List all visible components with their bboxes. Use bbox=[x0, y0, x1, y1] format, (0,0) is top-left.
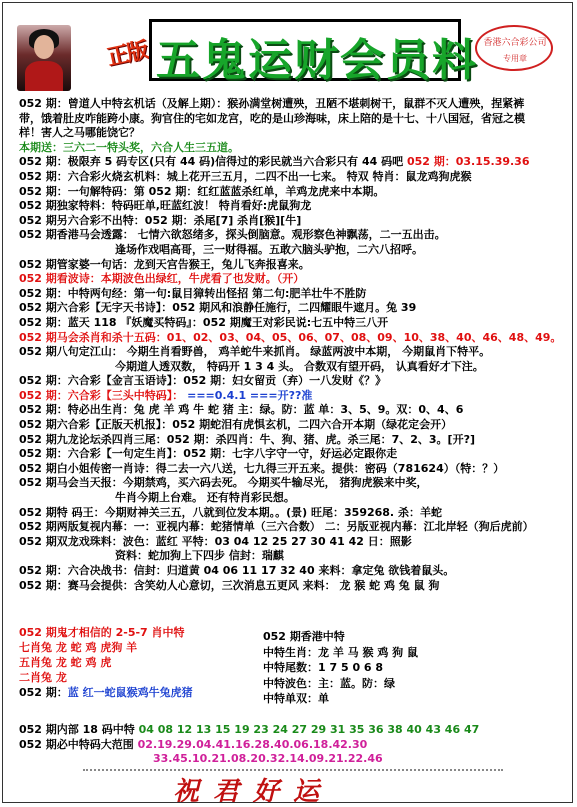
hk-row-label: 中特单双： bbox=[263, 692, 318, 706]
tip-text: 带，饿着肚皮咋能跨小康。狗官住的宅如龙宫，吃的是山珍海味，床上陪的是十七、十八国冠，省冠之模 bbox=[19, 111, 525, 125]
tip-line bbox=[19, 199, 571, 214]
tip-text: 逢场作戏唱高哥，三一财得福。五敢六脑头驴抱，二六八招呼。 bbox=[115, 242, 423, 256]
tip-text: 六合彩【一句定生肖】：052 期：七字八字守一守，好运必定跟你走 bbox=[67, 447, 398, 461]
tip-period: 052 期： bbox=[19, 315, 68, 329]
tip-period: 052 期 bbox=[19, 534, 57, 548]
tip-line bbox=[19, 126, 571, 141]
tip-period: 052 期 bbox=[19, 505, 57, 519]
tip-line bbox=[19, 506, 571, 521]
range-codes bbox=[3, 738, 572, 753]
seal-bottom-text: 专用章 bbox=[503, 54, 527, 63]
tip-text: 资料：蛇加狗上下四步 信封：瑞麒 bbox=[115, 549, 284, 563]
inner-18-values: 04 08 12 13 15 19 23 24 27 29 31 35 36 38 40 43 46 47 bbox=[138, 723, 480, 736]
tip-text: 香港马会透露： 七情六欲怒绪多，探头倒脑意。观形察色神飘荡，二一五出击。 bbox=[56, 228, 446, 242]
tip-period: 052 期 bbox=[19, 432, 57, 446]
seal-top-text: 香港六合彩公司 bbox=[483, 38, 547, 48]
tip-period: 052 期： bbox=[19, 447, 68, 461]
tip-text: 本期送：三六二一特头奖，六合人生三五道。 bbox=[19, 140, 239, 154]
tip-line bbox=[19, 374, 571, 389]
tip-period: 052 期 bbox=[19, 257, 57, 271]
tip-line bbox=[19, 389, 571, 404]
zodiac-row: 五肖兔 龙 蛇 鸡 虎 bbox=[19, 656, 112, 669]
tip-line bbox=[19, 112, 571, 127]
tip-period: 052 期 bbox=[19, 345, 57, 359]
tip-line bbox=[19, 228, 571, 243]
tip-text: 六合彩【正版天机报】：052 期蛇泪有虎惧玄机，二四六合开本期（绿花定会开） bbox=[56, 418, 453, 432]
tip-text: 九龙论坛杀四肖三尾：052 期：杀四肖：牛、狗、猪、虎。杀三尾：7、2、3。[开?] bbox=[56, 432, 475, 446]
hk-row-label: 中特波色： bbox=[263, 676, 318, 690]
tip-line bbox=[19, 316, 571, 331]
tip-period: 052 期 bbox=[19, 418, 57, 432]
tip-text: 六合决战书：信封：归道黄 04 06 11 17 32 40 来料：拿定兔 欲钱着鼠头。 bbox=[67, 564, 455, 577]
header bbox=[3, 3, 572, 99]
tip-line bbox=[19, 155, 571, 170]
range-values-2: 33.45.10.21.08.20.32.14.09.21.22.46 bbox=[153, 752, 383, 766]
tip-line bbox=[19, 243, 571, 258]
tip-line bbox=[19, 579, 571, 594]
tip-line bbox=[19, 97, 571, 112]
tip-text: 六合彩【金言玉语诗】：052 期：妇女留贡（弃）一八发财《？》 bbox=[67, 374, 387, 388]
tip-text: 双龙戏珠料：波色：蓝红 平特：03 04 12 25 27 30 41 42 日：照影 bbox=[56, 534, 412, 548]
hk-row bbox=[263, 691, 563, 707]
tip-line bbox=[19, 549, 571, 564]
tip-code: ===0.4.1 ===开??准 bbox=[183, 388, 313, 402]
tip-period: 052 期： bbox=[19, 155, 68, 169]
tip-line bbox=[19, 447, 571, 462]
tip-text: 极限弃 5 码专区(只有 44 码)信得过的彩民就当六合彩只有 44 码吧 bbox=[67, 155, 407, 169]
hk-row-value: 单 bbox=[318, 692, 329, 706]
tip-period: 052 期 bbox=[19, 461, 57, 475]
tip-text: 特 码王：今期财神关三五，八就到位发本期。。(景) 旺尾：359268. 杀：羊蛇 bbox=[56, 505, 442, 519]
title-banner bbox=[149, 19, 478, 86]
tip-line bbox=[19, 564, 571, 579]
tip-numbers: 052 期：03.15.39.36 bbox=[406, 155, 530, 169]
tip-text: 一句解特码：第 052 期：红红蓝蓝杀红单，羊鸡龙虎来中本期。 bbox=[67, 184, 385, 198]
tip-period: 052 期 bbox=[19, 199, 57, 213]
tip-period: 052 期： bbox=[19, 97, 68, 110]
tip-line bbox=[19, 170, 571, 185]
tip-highlight: 『妖魔买特码』 bbox=[120, 315, 192, 329]
tip-period: 052 期 bbox=[19, 272, 57, 286]
range-values-1: 02.19.29.04.41.16.28.40.06.18.42.30 bbox=[137, 737, 368, 751]
tips-list bbox=[19, 97, 571, 593]
tip-text: 管家婆一句话：龙到天宫告猴王，兔儿飞奔报喜来。 bbox=[56, 257, 310, 271]
zodiac-box bbox=[19, 625, 571, 713]
closing-wish: 祝君好运 bbox=[173, 777, 334, 803]
tip-text: 样！害人之马哪能饶它？ bbox=[19, 126, 140, 140]
tip-period: 052 期： bbox=[19, 374, 68, 388]
tip-period: 052 期 bbox=[19, 476, 57, 490]
tip-text: 两版复视内幕：一：亚视内幕：蛇猪情单（三六合数） 二：另版亚视内幕：江北岸轻（狗后虎前） bbox=[56, 520, 534, 534]
tip-text: 今期道人透双数， 特码开 1 3 4 头。 合数双有望开码， 认真看好才下注。 bbox=[115, 359, 484, 373]
hk-row bbox=[263, 660, 563, 676]
tip-period: 052 期： bbox=[19, 286, 68, 300]
tip-line bbox=[19, 360, 571, 375]
zodiac-left bbox=[19, 625, 259, 700]
tip-line bbox=[19, 141, 571, 156]
tip-text: 特必出生肖：兔 虎 羊 鸡 牛 蛇 猪 主：绿。防：蓝 单：3、5、9。双：0、4、6 bbox=[67, 403, 464, 417]
tip-line bbox=[19, 214, 571, 229]
tip-text: 独家特料：特码旺单,旺蓝红波！ 特肖看好:虎鼠狗龙 bbox=[56, 199, 312, 213]
color-line bbox=[19, 685, 259, 700]
tip-text: 八句定江山： 今期生肖看野兽， 鸡羊蛇牛来抓肖。 绿蓝两波中本期， 今期鼠肖下特平。 bbox=[56, 345, 491, 359]
range-label: 052 期必中特码大范围 bbox=[19, 737, 134, 751]
tip-period: 052 期： bbox=[19, 388, 68, 402]
tip-text: 蓝天 118 bbox=[67, 315, 121, 329]
tip-period: 052 期马会杀肖和杀十五码 bbox=[19, 330, 156, 344]
hk-row-value: 龙 羊 马 猴 鸡 狗 鼠 bbox=[318, 645, 418, 659]
tip-line bbox=[19, 418, 571, 433]
page-title: 五鬼运财会员料 bbox=[156, 35, 478, 86]
hk-row bbox=[263, 676, 563, 692]
hk-row-value: 主：蓝。防：绿 bbox=[318, 676, 395, 690]
hk-row-label: 中特生肖： bbox=[263, 645, 318, 659]
tip-line bbox=[19, 258, 571, 273]
tip-text: 六合彩【三头中特码】： bbox=[67, 388, 184, 402]
tip-text-extra: ：052 期魔王对彩民说:七五中特三八开 bbox=[191, 315, 389, 329]
official-seal bbox=[475, 25, 553, 71]
tip-period: 052 期： bbox=[19, 578, 68, 592]
tip-period: 052 期： bbox=[19, 564, 68, 577]
hk-row-label: 中特尾数： bbox=[263, 661, 318, 675]
tip-line bbox=[19, 476, 571, 491]
hk-row-value: 1 7 5 0 6 8 bbox=[318, 661, 384, 675]
tip-line bbox=[19, 403, 571, 418]
tip-line bbox=[19, 272, 571, 287]
tip-line bbox=[19, 491, 571, 506]
footer bbox=[3, 723, 572, 803]
tip-line bbox=[19, 185, 571, 200]
tip-period: 052 期六合彩 bbox=[19, 301, 90, 315]
tip-line bbox=[19, 462, 571, 477]
color-line-value: 蓝 红一蛇鼠猴鸡牛兔虎猪 bbox=[67, 686, 193, 699]
tip-line bbox=[19, 345, 571, 360]
tip-period: 052 期： bbox=[19, 403, 68, 417]
tip-text: 看波诗：本期波色出绿红，牛虎看了也发财。（开） bbox=[56, 272, 305, 286]
tip-text: 曾道人中特玄机话（及解上期）：猴孙满堂树遭殃，丑陋不堪刺树干，鼠群不灭人遭殃，捏紧裤 bbox=[67, 97, 525, 110]
hk-special-title: 052 期香港中特 bbox=[263, 630, 345, 643]
tip-text: ：01、02、03、04、05、06、07、08、09、10、38、40、46、48、49。 bbox=[155, 330, 562, 344]
inner-18-codes bbox=[3, 723, 572, 738]
authentic-badge: 正版 bbox=[104, 37, 150, 71]
tip-line bbox=[19, 287, 571, 302]
tip-text: 牛肖今期上台难。 还有特肖彩民想。 bbox=[115, 491, 295, 505]
range-codes-2 bbox=[3, 752, 572, 767]
tip-line bbox=[19, 520, 571, 535]
zodiac-row: 二肖兔 龙 bbox=[19, 671, 67, 684]
tip-period: 052 期： bbox=[19, 169, 68, 183]
tip-period: 052 期： bbox=[19, 184, 68, 198]
tip-text: 六合彩火烧玄机料：城上花开三五月，二四不出一七来。 特双 特肖：鼠龙鸡狗虎猴 bbox=[67, 169, 472, 183]
tip-text: 另六合彩不出特：052 期：杀尾[7] 杀肖[猴][牛] bbox=[56, 213, 302, 227]
tip-period: 052 期 bbox=[19, 213, 57, 227]
color-line-prefix: 052 期： bbox=[19, 686, 68, 699]
tip-text: 马会当天报：今期禁鸡，买六码去死。 今期买牛输尽光， 猪狗虎猴来中奖， bbox=[56, 476, 428, 490]
portrait-photo bbox=[17, 25, 71, 91]
tip-text: 【无字天书诗】：052 期风和浪静任施行，二四耀眼牛遮月。兔 39 bbox=[89, 301, 417, 315]
tip-line bbox=[19, 535, 571, 550]
tip-text: 中特两句经：第一句:鼠目獐转出怪招 第二句:肥羊壮牛不胜防 bbox=[67, 286, 367, 300]
zodiac-row: 七肖兔 龙 蛇 鸡 虎狗 羊 bbox=[19, 641, 138, 654]
tip-text: 赛马会提供：含笑幼人心意切，三次消息五更风 来料： 龙 猴 蛇 鸡 兔 鼠 狗 bbox=[67, 578, 440, 592]
zodiac-left-title: 052 期鬼才相信的 2-5-7 肖中特 bbox=[19, 626, 185, 639]
tip-text: 白小姐传密一肖诗：得二去一六八送，七九得三开五来。提供：密码（781624）（特：？） bbox=[56, 461, 505, 475]
tip-period: 052 期 bbox=[19, 228, 57, 242]
tip-line bbox=[19, 433, 571, 448]
hk-special bbox=[263, 629, 563, 707]
tip-line bbox=[19, 331, 571, 346]
inner-18-label: 052 期内部 18 码中特 bbox=[19, 723, 135, 736]
lottery-sheet bbox=[2, 2, 573, 803]
hk-row bbox=[263, 645, 563, 661]
tip-line bbox=[19, 301, 571, 316]
tip-period: 052 期 bbox=[19, 520, 57, 534]
